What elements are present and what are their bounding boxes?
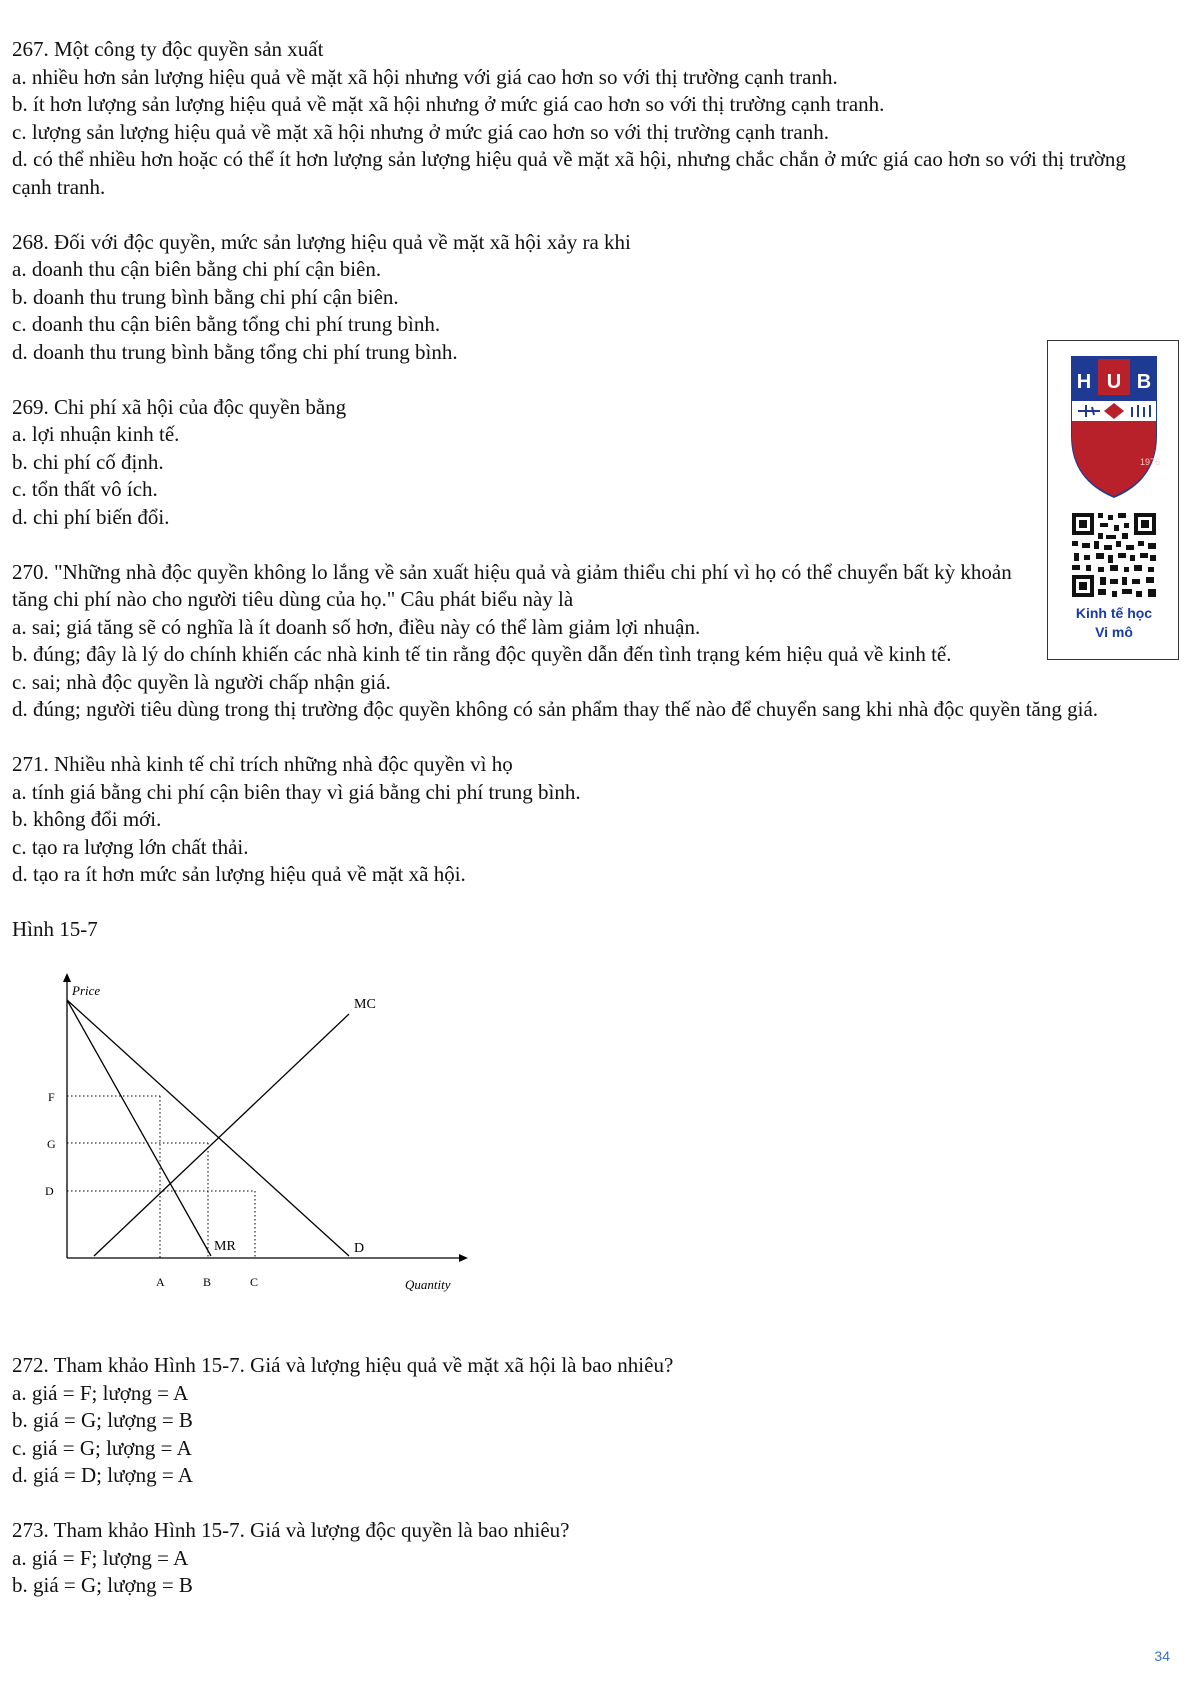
mc-label: MC xyxy=(354,997,376,1012)
question-269-option-b: b. chi phí cố định. xyxy=(12,449,164,474)
question-270-option-a: a. sai; giá tăng sẽ có nghĩa là ít doanh số hơn, điều này có thể làm giảm lợi nhuận. xyxy=(12,614,701,639)
question-270-option-d: d. đúng; người tiêu dùng trong thị trường độc quyền không có sản phẩm thay thế nào để chuyển sang khi nhà độc quyền tăng giá. xyxy=(12,697,1099,721)
document-body-lower xyxy=(12,1352,1172,1600)
figure-caption: Hình 15-7 xyxy=(12,917,98,941)
quantity-label-a: A xyxy=(156,1275,165,1289)
y-axis-label: Price xyxy=(72,983,101,998)
question-268-option-d: d. doanh thu trung bình bằng tổng chi phí trung bình. xyxy=(12,339,458,364)
question-268-stem: 268. Đối với độc quyền, mức sản lượng hiệu quả về mặt xã hội xảy ra khi xyxy=(12,229,631,254)
figure-15-7 xyxy=(12,972,482,1332)
question-267-option-c: c. lượng sản lượng hiệu quả về mặt xã hội nhưng ở mức giá cao hơn so với thị trường cạnh tranh. xyxy=(12,119,829,144)
logo-letter-u: U xyxy=(1106,371,1122,393)
question-268-option-a: a. doanh thu cận biên bằng chi phí cận biên. xyxy=(12,257,382,281)
page-number: 34 xyxy=(1154,1648,1170,1664)
logo-year: 1976 xyxy=(1140,457,1161,467)
question-268-option-c: c. doanh thu cận biên bằng tổng chi phí trung bình. xyxy=(12,312,441,336)
question-267-option-b: b. ít hơn lượng sản lượng hiệu quả về mặt xã hội nhưng ở mức giá cao hơn so với thị trường cạnh tranh. xyxy=(12,92,885,116)
question-273-option-b: b. giá = G; lượng = B xyxy=(12,1573,193,1597)
question-269-option-c: c. tổn thất vô ích. xyxy=(12,477,158,501)
logo-caption-line2: Vi mô xyxy=(1095,624,1133,640)
x-axis-label: Quantity xyxy=(405,1277,451,1292)
question-269-option-a: a. lợi nhuận kinh tế. xyxy=(12,422,180,446)
question-271-option-a: a. tính giá bằng chi phí cận biên thay vì giá bằng chi phí trung bình. xyxy=(12,779,581,804)
logo-letter-b: B xyxy=(1136,371,1152,393)
question-272-option-c: c. giá = G; lượng = A xyxy=(12,1435,192,1460)
question-271-stem: 271. Nhiều nhà kinh tế chỉ trích những nhà độc quyền vì họ xyxy=(12,752,513,776)
question-273-option-a: a. giá = F; lượng = A xyxy=(12,1545,189,1570)
hub-logo-box xyxy=(1047,340,1179,660)
question-268-option-b: b. doanh thu trung bình bằng chi phí cận biên. xyxy=(12,284,399,309)
question-270-stem: 270. "Những nhà độc quyền không lo lắng về sản xuất hiệu quả và giảm thiểu chi phí vì họ có thể chuyển bất kỳ khoản tăng chi phí nào cho người tiêu dùng của họ." Câu phát biểu này là xyxy=(12,559,1012,611)
marginal-revenue-curve xyxy=(67,1000,211,1256)
quantity-label-b: B xyxy=(203,1275,212,1289)
quantity-label-c: C xyxy=(250,1275,259,1289)
logo-caption-line1: Kinh tế học xyxy=(1075,605,1153,621)
question-273-stem: 273. Tham khảo Hình 15-7. Giá và lượng độc quyền là bao nhiêu? xyxy=(12,1518,570,1542)
y-axis-arrow xyxy=(63,973,71,982)
mr-label: MR xyxy=(214,1239,236,1254)
question-269-option-d: d. chi phí biến đổi. xyxy=(12,504,170,529)
price-label-f: F xyxy=(48,1090,55,1104)
question-270-option-b: b. đúng; đây là lý do chính khiến các nhà kinh tế tin rằng độc quyền dẫn đến tình trạng kém hiệu quả về kinh tế. xyxy=(12,642,952,666)
question-269-stem: 269. Chi phí xã hội của độc quyền bằng xyxy=(12,394,347,419)
x-axis-arrow xyxy=(459,1254,468,1262)
question-272-option-a: a. giá = F; lượng = A xyxy=(12,1380,189,1405)
monopoly-diagram xyxy=(12,972,482,1332)
question-272-option-b: b. giá = G; lượng = B xyxy=(12,1408,193,1432)
price-label-g: G xyxy=(47,1137,56,1151)
question-270-option-c: c. sai; nhà độc quyền là người chấp nhận giá. xyxy=(12,669,391,694)
question-271-option-c: c. tạo ra lượng lớn chất thải. xyxy=(12,834,249,859)
question-267-option-a: a. nhiều hơn sản lượng hiệu quả về mặt xã hội nhưng với giá cao hơn so với thị trường cạnh tranh. xyxy=(12,64,838,89)
question-271-option-d: d. tạo ra ít hơn mức sản lượng hiệu quả về mặt xã hội. xyxy=(12,862,466,886)
marginal-cost-curve xyxy=(94,1014,349,1256)
demand-label: D xyxy=(354,1241,365,1256)
question-267-option-d: d. có thể nhiều hơn hoặc có thể ít hơn lượng sản lượng hiệu quả về mặt xã hội, nhưng chắc chắn ở mức giá cao hơn so với thị trường cạnh tranh. xyxy=(12,147,1126,199)
logo-letter-h: H xyxy=(1076,371,1092,393)
question-272-stem: 272. Tham khảo Hình 15-7. Giá và lượng hiệu quả về mặt xã hội là bao nhiêu? xyxy=(12,1353,674,1377)
price-label-d: D xyxy=(45,1184,54,1198)
question-267-stem: 267. Một công ty độc quyền sản xuất xyxy=(12,37,324,61)
question-272-option-d: d. giá = D; lượng = A xyxy=(12,1463,193,1487)
question-271-option-b: b. không đổi mới. xyxy=(12,807,162,831)
demand-curve xyxy=(67,1000,349,1256)
document-body xyxy=(12,36,1172,944)
qr-code-icon xyxy=(1072,513,1156,597)
